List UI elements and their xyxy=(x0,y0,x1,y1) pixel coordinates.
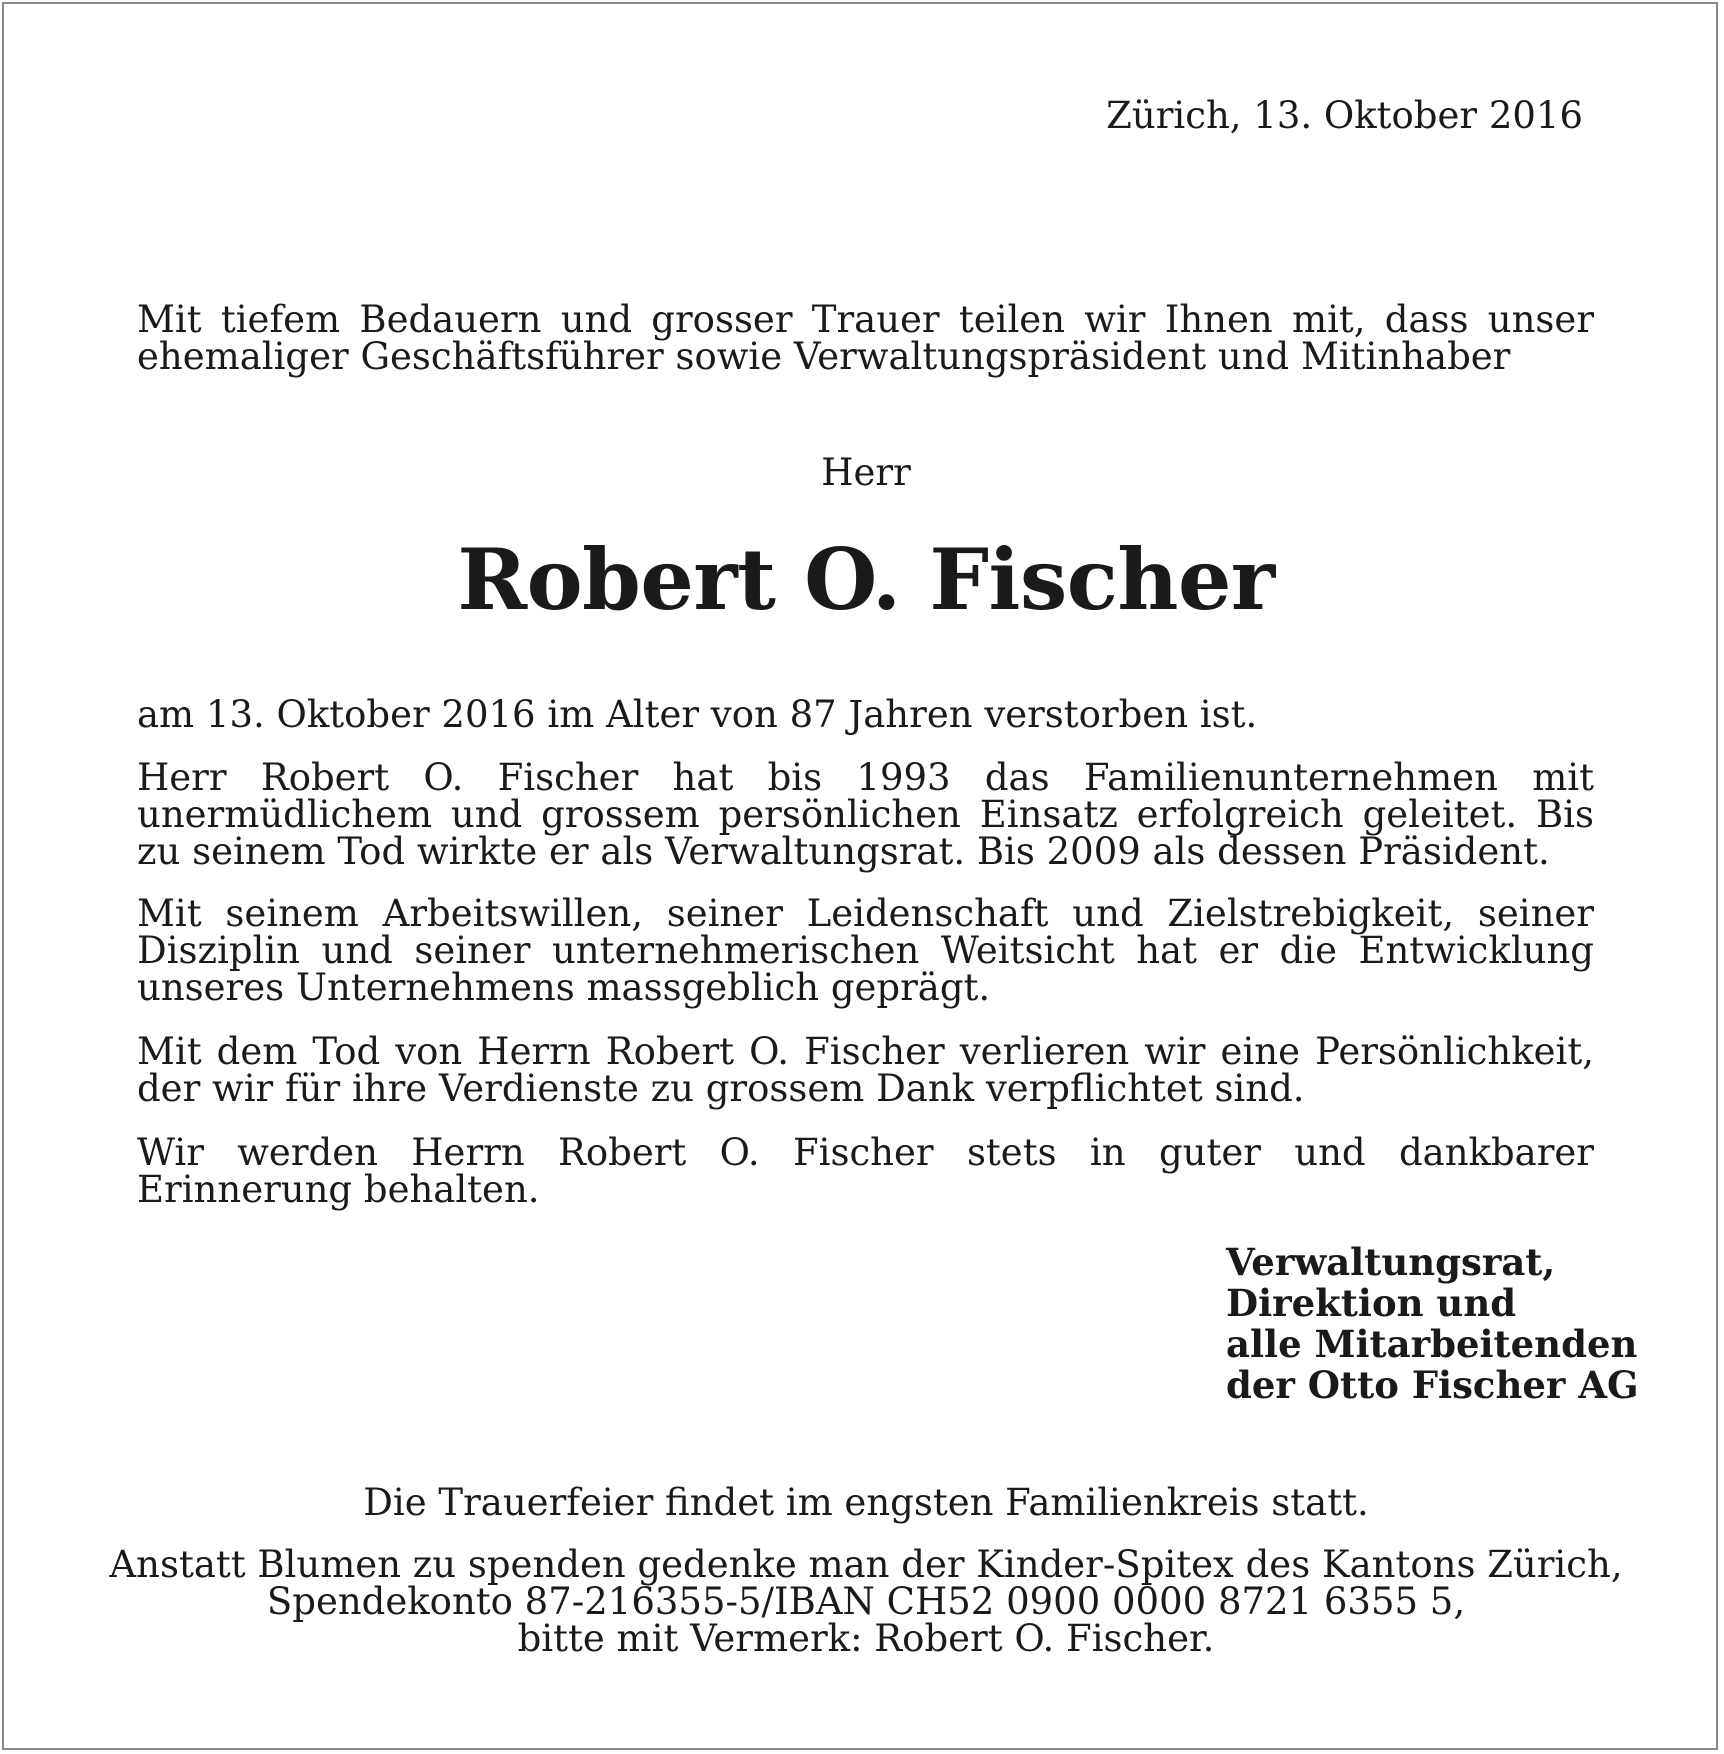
obituary-notice xyxy=(2,2,1718,1750)
signature-line: Direktion und xyxy=(1226,1281,1517,1325)
place-date: Zürich, 13. Oktober 2016 xyxy=(1106,94,1583,137)
deceased-name: Robert O. Fischer xyxy=(457,530,1275,629)
paragraph-career: Herr Robert O. Fischer hat bis 1993 das Familienunternehmen mit unermüdlichem und grossem persönlichen Einsatz erfolgreich geleitet. Bis zu seinem Tod wirkte er als Verwaltungsrat. Bis 2009 als dessen Präsident. xyxy=(137,756,1594,873)
signature-line: alle Mitarbeitenden xyxy=(1226,1322,1638,1366)
donation-line: Anstatt Blumen zu spenden gedenke man der Kinder-Spitex des Kantons Zürich, xyxy=(109,1543,1623,1586)
donation-line: bitte mit Vermerk: Robert O. Fischer. xyxy=(517,1617,1215,1660)
donation-line: Spendekonto 87-216355-5/IBAN CH52 0900 0000 8721 6355 5, xyxy=(266,1580,1466,1623)
signature-line: Verwaltungsrat, xyxy=(1226,1240,1556,1284)
donation-note xyxy=(4,1543,1724,1660)
paragraph-gratitude: Mit dem Tod von Herrn Robert O. Fischer verlieren wir eine Persönlichkeit, der wir für ihre Verdienste zu grossem Dank verpflichtet sind. xyxy=(137,1030,1594,1110)
signature-line: der Otto Fischer AG xyxy=(1226,1363,1639,1407)
paragraph-remembrance: Wir werden Herrn Robert O. Fischer stets in guter und dankbarer Erinnerung behalten. xyxy=(137,1131,1594,1211)
intro-text: Mit tiefem Bedauern und grosser Trauer teilen wir Ihnen mit, dass unser ehemaliger Geschäftsführer sowie Verwaltungspräsident und Mitinhaber xyxy=(137,298,1594,378)
salutation: Herr xyxy=(821,451,911,494)
signature-block xyxy=(1226,1242,1639,1406)
paragraph-character: Mit seinem Arbeitswillen, seiner Leidenschaft und Zielstrebigkeit, seiner Disziplin und seiner unternehmerischen Weitsicht hat er die Entwicklung unseres Unternehmens massgeblich geprägt. xyxy=(137,892,1594,1009)
ceremony-note: Die Trauerfeier findet im engsten Familienkreis statt. xyxy=(363,1481,1369,1524)
paragraph-death-date: am 13. Oktober 2016 im Alter von 87 Jahren verstorben ist. xyxy=(137,693,1258,736)
